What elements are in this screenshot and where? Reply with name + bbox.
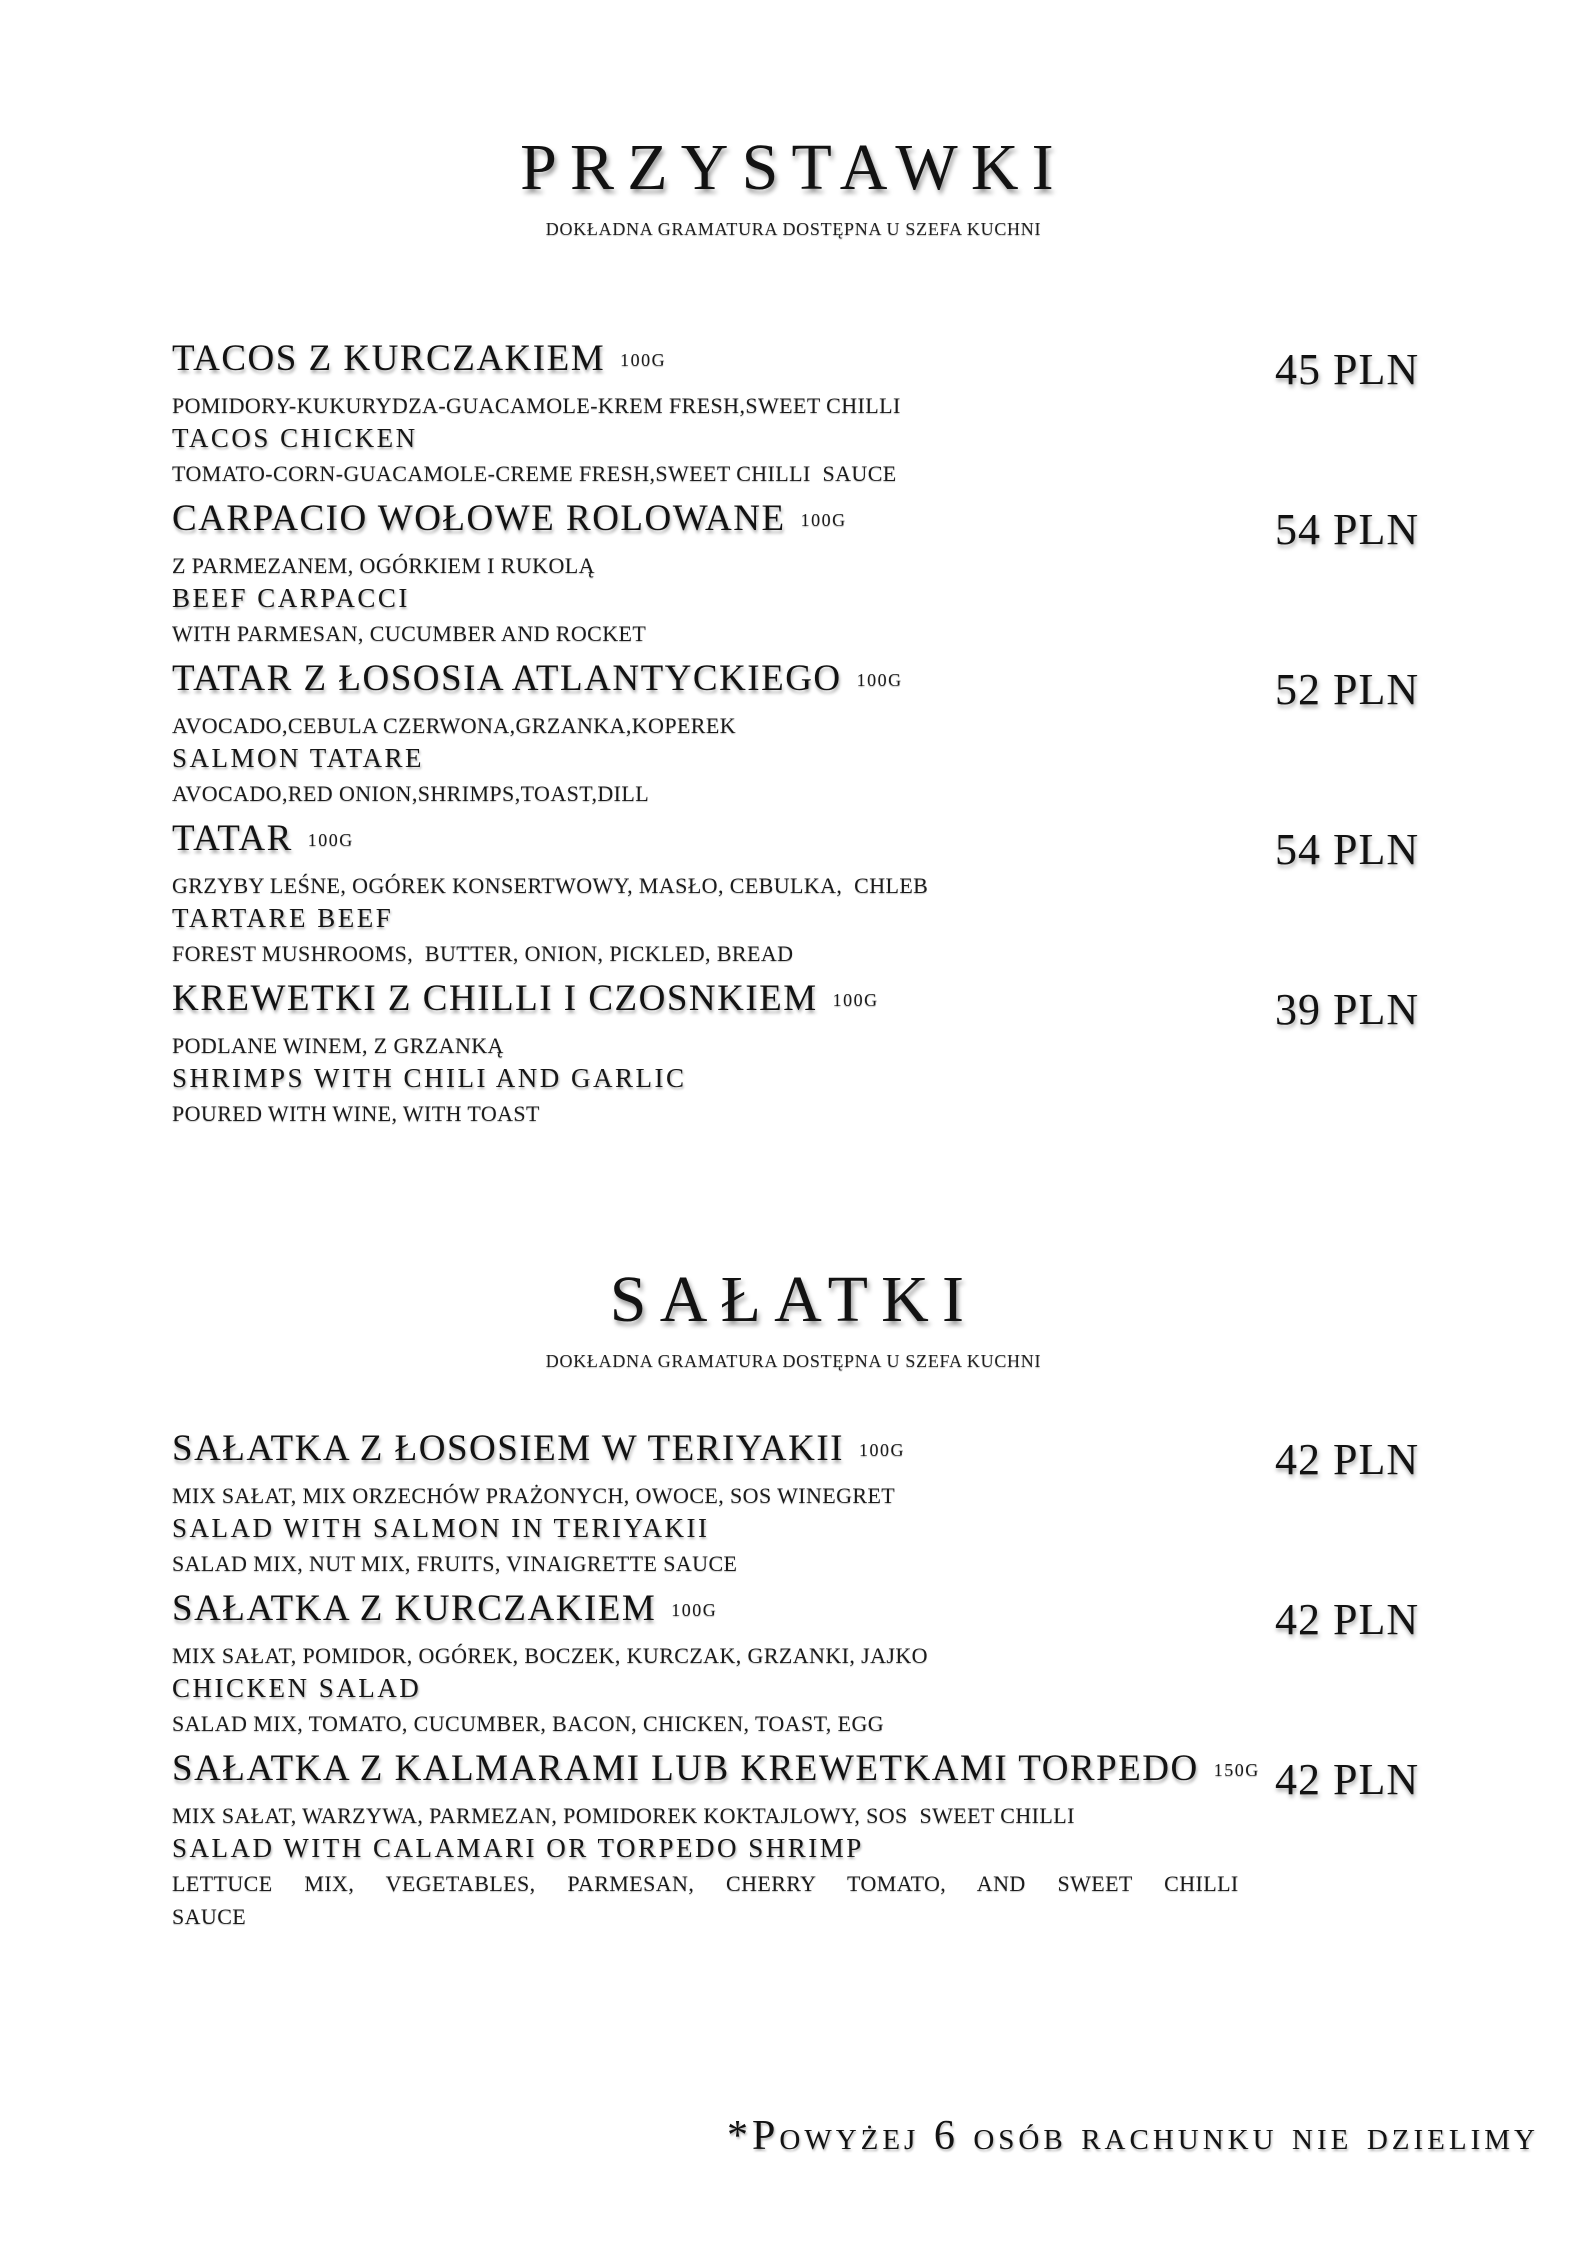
item-price: 39 PLN	[1275, 985, 1420, 1034]
item-name: CARPACIO WOŁOWE ROLOWANE	[172, 498, 786, 539]
menu-item	[172, 658, 1565, 808]
item-name: SAŁATKA Z ŁOSOSIEM W TERIYAKII	[172, 1428, 844, 1469]
menu-item	[172, 818, 1565, 968]
item-desc-en-line2: SAUCE	[172, 1904, 247, 1929]
item-price: 54 PLN	[1275, 825, 1420, 874]
menu-item	[172, 1588, 1565, 1738]
item-name-en: SALMON TATARE	[172, 743, 424, 773]
item-price: 45 PLN	[1275, 345, 1420, 394]
item-name: TATAR	[172, 818, 293, 859]
item-name-en: SALAD WITH SALMON IN TERIYAKII	[172, 1513, 710, 1543]
item-name-en: CHICKEN SALAD	[172, 1673, 422, 1703]
item-price: 52 PLN	[1275, 665, 1420, 714]
menu-item	[172, 1428, 1565, 1578]
item-name-en: SALAD WITH CALAMARI OR TORPEDO SHRIMP	[172, 1833, 864, 1863]
menu-item	[172, 338, 1565, 488]
item-desc-en: LETTUCE MIX, VEGETABLES, PARMESAN, CHERRY TOMATO, AND SWEET CHILLI	[172, 1871, 1239, 1896]
item-desc-pl: Z PARMEZANEM, OGÓRKIEM I RUKOLĄ	[172, 553, 595, 578]
item-desc-en: TOMATO-CORN-GUACAMOLE-CREME FRESH,SWEET CHILLI SAUCE	[172, 461, 897, 486]
item-desc-pl: PODLANE WINEM, Z GRZANKĄ	[172, 1033, 504, 1058]
item-desc-pl: MIX SAŁAT, WARZYWA, PARMEZAN, POMIDOREK KOKTAJLOWY, SOS SWEET CHILLI	[172, 1803, 1075, 1828]
item-desc-pl: MIX SAŁAT, MIX ORZECHÓW PRAŻONYCH, OWOCE, SOS WINEGRET	[172, 1483, 896, 1508]
item-desc-en: AVOCADO,RED ONION,SHRIMPS,TOAST,DILL	[172, 781, 650, 806]
section-header-salatki	[172, 1264, 1565, 1374]
item-name: TACOS Z KURCZAKIEM	[172, 338, 606, 379]
item-weight: 100G	[620, 350, 667, 370]
item-weight: 100G	[856, 670, 903, 690]
item-weight: 100G	[800, 510, 847, 530]
item-name-en: BEEF CARPACCI	[172, 583, 410, 613]
item-price: 54 PLN	[1275, 505, 1420, 554]
item-name: TATAR Z ŁOSOSIA ATLANTYCKIEGO	[172, 658, 842, 699]
menu-item	[172, 498, 1565, 648]
section-title: SAŁATKI	[609, 1263, 978, 1336]
menu-item	[172, 1748, 1565, 1931]
item-weight: 150G	[1213, 1760, 1260, 1780]
item-desc-pl: GRZYBY LEŚNE, OGÓREK KONSERTWOWY, MASŁO, CEBULKA, CHLEB	[172, 873, 929, 898]
section-subtitle: DOKŁADNA GRAMATURA DOSTĘPNA U SZEFA KUCHNI	[545, 1351, 1042, 1371]
section-subtitle: DOKŁADNA GRAMATURA DOSTĘPNA U SZEFA KUCHNI	[545, 219, 1042, 239]
item-price: 42 PLN	[1275, 1755, 1420, 1804]
item-weight: 100G	[307, 830, 354, 850]
item-name-en: TARTARE BEEF	[172, 903, 394, 933]
item-desc-pl: MIX SAŁAT, POMIDOR, OGÓREK, BOCZEK, KURCZAK, GRZANKI, JAJKO	[172, 1643, 928, 1668]
item-desc-en: WITH PARMESAN, CUCUMBER AND ROCKET	[172, 621, 647, 646]
item-weight: 100G	[671, 1600, 718, 1620]
salad-list	[172, 1428, 1565, 1931]
footnote: *Powyżej 6 osób rachunku nie dzielimy	[727, 2113, 1539, 2159]
item-desc-en: POURED WITH WINE, WITH TOAST	[172, 1101, 540, 1126]
item-desc-pl: POMIDORY-KUKURYDZA-GUACAMOLE-KREM FRESH,SWEET CHILLI	[172, 393, 901, 418]
item-weight: 100G	[832, 990, 879, 1010]
item-desc-en: FOREST MUSHROOMS, BUTTER, ONION, PICKLED, BREAD	[172, 941, 794, 966]
item-name-en: TACOS CHICKEN	[172, 423, 418, 453]
section-header-przystawki	[172, 0, 1565, 242]
item-price: 42 PLN	[1275, 1435, 1420, 1484]
item-name: SAŁATKA Z KALMARAMI LUB KREWETKAMI TORPEDO	[172, 1748, 1199, 1789]
item-name: KREWETKI Z CHILLI I CZOSNKIEM	[172, 978, 818, 1019]
menu-item	[172, 978, 1565, 1128]
section-title: PRZYSTAWKI	[520, 131, 1067, 204]
item-desc-en: SALAD MIX, TOMATO, CUCUMBER, BACON, CHICKEN, TOAST, EGG	[172, 1711, 885, 1736]
item-desc-en: SALAD MIX, NUT MIX, FRUITS, VINAIGRETTE SAUCE	[172, 1551, 738, 1576]
item-desc-pl: AVOCADO,CEBULA CZERWONA,GRZANKA,KOPEREK	[172, 713, 736, 738]
appetizer-list	[172, 338, 1565, 1128]
item-weight: 100G	[858, 1440, 905, 1460]
item-name-en: SHRIMPS WITH CHILI AND GARLIC	[172, 1063, 687, 1093]
item-price: 42 PLN	[1275, 1595, 1420, 1644]
item-name: SAŁATKA Z KURCZAKIEM	[172, 1588, 657, 1629]
